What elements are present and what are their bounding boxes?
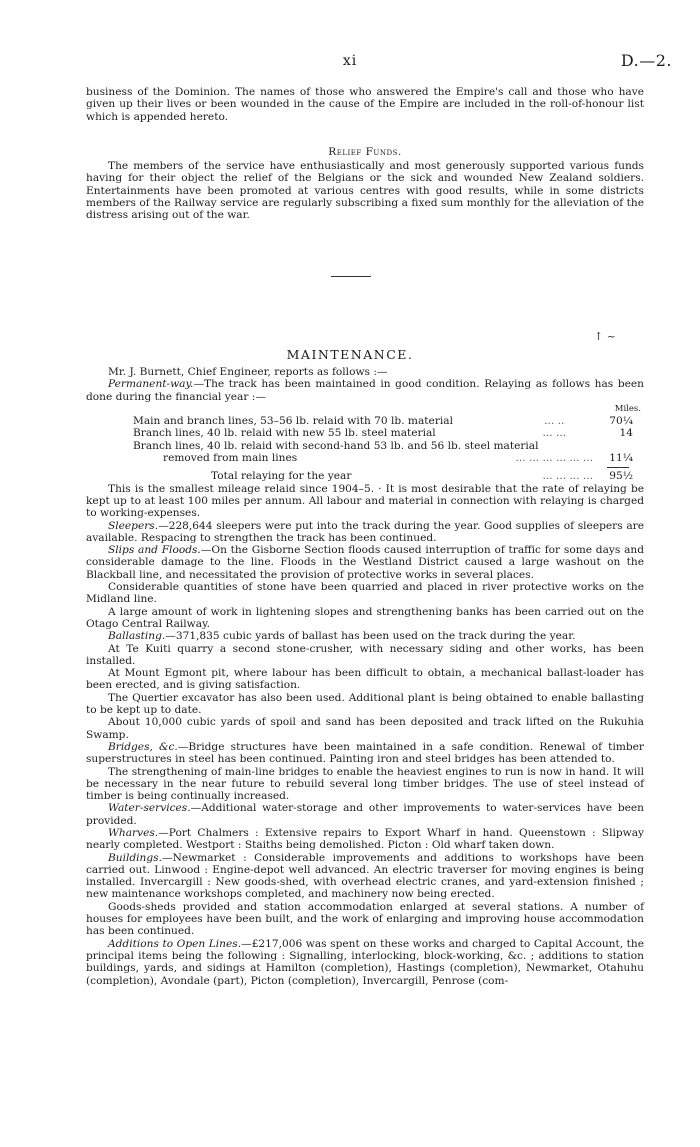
maintenance-paragraph	[86, 852, 644, 901]
paragraph-text: The strengthening of main-line bridges to enable the heaviest engines to run is now in hand. It will be necessary in the near future to rebuild several long timber bridges. The use of steel instead of timber is being continually increased.	[86, 765, 644, 803]
maintenance-paragraph	[86, 741, 644, 766]
relaying-table	[133, 415, 633, 482]
relief-funds-paragraph: The members of the service have enthusiastically and most generously supported various funds having for their object the relief of the Belgians or the sick and wounded New Zealand soldiers. Entertainments have been promoted at various centres with good results, while in some districts members of the Railway service are regularly subscribing a fixed sum monthly for the alleviation of the distress arising out of the war.	[86, 160, 644, 222]
paragraph-label: Buildings.	[108, 851, 162, 864]
paragraph-text: At Te Kuiti quarry a second stone-crusher, with necessary siding and other works, has been installed.	[86, 642, 644, 667]
maintenance-paragraph	[86, 483, 644, 520]
paragraph-text: —On the Gisborne Section floods caused interruption of traffic for some days and considerable damage to the line. Floods in the Westland District caused a large washout on the Blackball line, and necessitated the provision of protective works in several places.	[86, 544, 644, 581]
report-intro: Mr. J. Burnett, Chief Engineer, reports as follows :—	[108, 366, 388, 378]
maintenance-paragraph	[86, 901, 644, 938]
row-value: 14	[619, 427, 633, 440]
maintenance-paragraph	[86, 544, 644, 581]
maintenance-paragraph	[86, 827, 644, 852]
maintenance-section	[86, 366, 644, 987]
paragraph-text: A large amount of work in lightening slopes and strengthening banks has been carried out on the Otago Central Railway.	[86, 605, 644, 630]
document-reference: D.—2.	[620, 51, 672, 70]
maintenance-paragraph	[86, 630, 644, 642]
total-label: Total relaying for the year	[211, 470, 352, 483]
row-value: 70¼	[609, 415, 633, 428]
maintenance-paragraph	[86, 667, 644, 692]
paragraph-label: Slips and Floods.	[108, 544, 201, 557]
intro-continuation	[86, 86, 644, 123]
table-row	[133, 415, 633, 427]
maintenance-paragraph	[86, 938, 644, 987]
total-row	[133, 468, 633, 482]
table-row	[133, 452, 633, 464]
intro-paragraph: business of the Dominion. The names of those who answered the Empire's call and those who have given up their lives or been wounded in the cause of the Empire are included in the roll-of-honour list which is appended hereto.	[86, 86, 644, 123]
paragraph-text: This is the smallest mileage relaid since 1904–5. · It is most desirable that the rate of relaying be kept up to at least 100 miles per annum. All labour and material in connection with relaying is charged to working-expenses.	[86, 482, 644, 520]
paragraph-label: Ballasting.	[108, 630, 166, 643]
maintenance-paragraph	[86, 766, 644, 803]
maintenance-paragraphs	[86, 483, 644, 987]
paragraph-text: The Quertier excavator has also been used. Additional plant is being obtained to enable ballasting to be kept up to date.	[86, 691, 644, 717]
paragraph-label: Wharves.	[108, 826, 159, 839]
paragraph-text: About 10,000 cubic yards of spoil and sand has been deposited and track lifted on the Rukuhia Swamp.	[86, 716, 644, 741]
printer-mark: ↑ ~	[594, 330, 616, 343]
page-number: xi	[342, 53, 358, 69]
row-label: Branch lines, 40 lb. relaid with new 55 lb. steel material	[133, 427, 436, 440]
total-leader: ... ... ... ...	[542, 470, 593, 483]
paragraph-text: Goods-sheds provided and station accommodation enlarged at several stations. A number of houses for employees have been built, and the work of enlarging and improving house accommodation has been continued.	[86, 900, 644, 938]
table-row	[133, 427, 633, 439]
paragraph-text: —Additional water-storage and other improvements to water-services have been provided.	[86, 802, 644, 827]
maintenance-paragraph	[86, 643, 644, 668]
maintenance-paragraph	[86, 520, 644, 545]
row-leader: ... ... ... ... ... ...	[515, 452, 593, 465]
row-value: 11¼	[609, 452, 633, 465]
paragraph-text: —Bridge structures have been maintained in a safe condition. Renewal of timber superstructures in steel has been continued. Painting iron and steel bridges has been attended to.	[86, 740, 644, 766]
paragraph-label: Water-services.	[108, 802, 191, 815]
relief-funds-section	[86, 160, 644, 221]
paragraph-label: Additions to Open Lines.	[108, 937, 242, 950]
row-label: Branch lines, 40 lb. relaid with second-hand 53 lb. and 56 lb. steel material	[133, 439, 539, 452]
row-label: Main and branch lines, 53–56 lb. relaid with 70 lb. material	[133, 415, 453, 428]
paragraph-text: —£217,006 was spent on these works and charged to Capital Account, the principal items being the following : Signalling, interlocking, block-working, &c. ; additions to station buildings, yards, and sidings at Hamilton (completion), Hastings (completion), Newmarket, Otahuhu (completion), Avondale (part), Picton (completion), Invercargill, Penrose (com-	[86, 937, 645, 987]
paragraph-label: Bridges, &c.	[108, 740, 178, 753]
relief-funds-heading: Relief Funds.	[328, 146, 402, 158]
row-label: removed from main lines	[163, 452, 298, 465]
maintenance-title: MAINTENANCE.	[286, 347, 414, 362]
paragraph-text: At Mount Egmont pit, where labour has been difficult to obtain, a mechanical ballast-loader has been erected, and is giving satisfaction.	[86, 667, 644, 692]
row-leader: ... ...	[542, 427, 567, 440]
permanent-way-text: —The track has been maintained in good condition. Relaying as follows has been done during the financial year :—	[86, 378, 644, 403]
paragraph-label: Sleepers.	[108, 519, 159, 532]
maintenance-paragraph	[86, 716, 644, 741]
miles-column-header: Miles.	[614, 403, 641, 414]
permanent-way-label: Permanent-way.	[108, 378, 194, 391]
maintenance-paragraph	[86, 692, 644, 717]
total-value: 95½	[609, 470, 633, 483]
paragraph-text: —371,835 cubic yards of ballast has been used on the track during the year.	[165, 630, 576, 643]
paragraph-text: —Newmarket : Considerable improvements and additions to workshops have been carried out. Linwood : Engine-depot well advanced. An electric traverser for moving engines is being installed. Invercargill : New goods-shed, with overhead electric cranes, and yard-extension finished ; new maintenance workshops completed, and machinery now being erected.	[86, 851, 644, 901]
paragraph-text: Considerable quantities of stone have been quarried and placed in river protective works on the Midland line.	[86, 581, 644, 606]
maintenance-paragraph	[86, 802, 644, 827]
paragraph-text: —Port Chalmers : Extensive repairs to Export Wharf in hand. Queenstown : Slipway nearly completed. Westport : Staiths being demolished. Picton : Old wharf taken down.	[86, 826, 644, 852]
permanent-way-paragraph	[86, 378, 644, 403]
row-leader: ... ..	[544, 415, 565, 428]
section-divider	[331, 276, 371, 277]
maintenance-paragraph	[86, 606, 644, 631]
row-value	[593, 440, 633, 452]
table-row	[133, 440, 633, 452]
maintenance-paragraph	[86, 581, 644, 606]
paragraph-text: —228,644 sleepers were put into the track during the year. Good supplies of sleepers are available. Respacing to strengthen the track has been continued.	[86, 519, 644, 544]
